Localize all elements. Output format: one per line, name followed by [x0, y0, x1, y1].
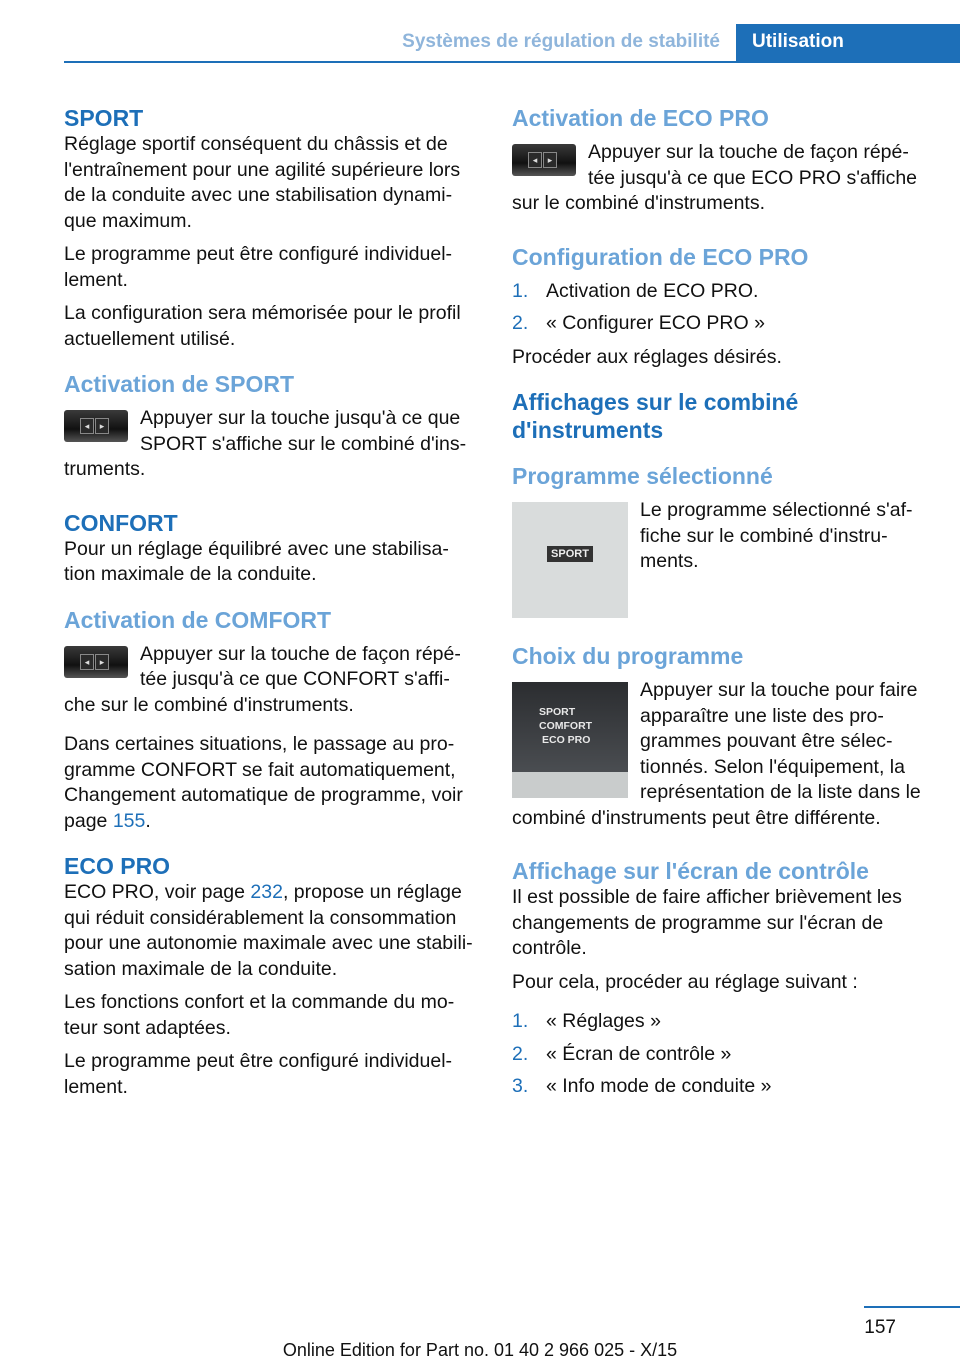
menu-item-eco-pro: ECO PRO — [542, 734, 591, 746]
sport-display-image — [512, 502, 628, 618]
heading-sport: SPORT — [64, 105, 144, 131]
header-section-title: Systèmes de régulation de stabilité — [402, 31, 720, 52]
paragraph: Il est possible de faire afficher brièvement les changements de programme sur l'écran de contrôle. — [512, 886, 902, 959]
heading-activation-eco-pro: Activation de ECO PRO — [512, 105, 769, 131]
page-header — [0, 0, 960, 62]
heading-eco-pro: ECO PRO — [64, 853, 171, 879]
heading-selected-program: Programme sélectionné — [512, 463, 773, 489]
list-item: 1. Activation de ECO PRO. — [512, 279, 759, 302]
paragraph: Appuyer sur la touche de façon répé-tée jusqu'à ce que ECO PRO s'affiche sur le combiné d'instruments. — [512, 141, 918, 214]
paragraph: Le programme sélectionné s'af-fiche sur le combiné d'instru-ments. — [640, 499, 913, 572]
page-link-155[interactable]: 155 — [112, 809, 146, 832]
paragraph: Procéder aux réglages désirés. — [512, 345, 782, 368]
page-link-232[interactable]: 232 — [250, 881, 283, 903]
list-item: 3. « Info mode de conduite » — [512, 1075, 772, 1097]
heading-activation-sport: Activation de SPORT — [64, 371, 295, 397]
paragraph: Appuyer sur la touche pour faire apparaître une liste des pro-grammes pouvant être sélec-tionnés. Selon l'équipement, la représentation de la liste dans le combiné d'instruments peut être différente. — [512, 679, 921, 829]
paragraph: La configuration sera mémorisée pour le profil actuellement utilisé. — [64, 302, 461, 350]
menu-item-comfort: COMFORT — [539, 720, 593, 732]
numbered-list — [512, 1009, 928, 1100]
heading-confort: CONFORT — [64, 509, 178, 536]
footer-rule — [864, 1306, 960, 1308]
list-item: 1. « Réglages » — [512, 1010, 661, 1032]
paragraph: Le programme peut être configuré individuel-lement. — [64, 1050, 453, 1098]
heading-activation-comfort: Activation de COMFORT — [64, 606, 332, 633]
paragraph: Les fonctions confort et la commande du mo-teur sont adaptées. — [64, 991, 455, 1039]
button-instruction — [64, 642, 478, 727]
paragraph: Pour un réglage équilibré avec une stabilisa-tion maximale de la conduite. — [64, 537, 449, 585]
button-instruction — [512, 140, 928, 225]
paragraph: Appuyer sur la touche jusqu'à ce que SPORT s'affiche sur le combiné d'ins-truments. — [64, 407, 467, 480]
driving-mode-button-icon: ◂ ▸ — [64, 646, 128, 678]
right-column — [512, 100, 928, 1108]
program-menu-image — [512, 682, 628, 798]
button-instruction — [64, 406, 478, 491]
sport-badge: SPORT — [547, 546, 593, 562]
list-item: 2. « Configurer ECO PRO » — [512, 312, 765, 334]
page-number: 157 — [864, 1317, 896, 1338]
paragraph: Réglage sportif conséquent du châssis et de l'entraînement pour une agilité supérieure lors de la conduite avec une stabilisation dynami-que maximum. — [64, 133, 461, 232]
edition-footer: Online Edition for Part no. 01 40 2 966 025 - X/15 — [282, 1340, 678, 1360]
driving-mode-button-icon: ◂ ▸ — [64, 410, 128, 442]
heading-program-choice: Choix du programme — [512, 643, 744, 669]
paragraph: Appuyer sur la touche de façon répé-tée jusqu'à ce que CONFORT s'affi-che sur le combiné d'instruments. — [64, 642, 461, 716]
menu-item-sport: SPORT — [539, 706, 576, 718]
display-instruction — [512, 678, 928, 839]
heading-control-display: Affichage sur l'écran de contrôle — [512, 858, 869, 884]
display-instruction — [512, 498, 928, 624]
paragraph: Pour cela, procéder au réglage suivant : — [512, 970, 858, 993]
header-rule — [64, 61, 960, 63]
left-column — [64, 100, 478, 1108]
list-item: 2. « Écran de contrôle » — [512, 1042, 732, 1065]
heading-displays: Affichages sur le combiné d'instruments — [512, 389, 799, 443]
header-chapter-tab[interactable]: Utilisation — [736, 24, 960, 62]
numbered-list — [512, 279, 928, 337]
driving-mode-button-icon: ◂ ▸ — [512, 144, 576, 176]
heading-configuration-eco-pro: Configuration de ECO PRO — [512, 243, 809, 270]
paragraph: Le programme peut être configuré individuel-lement. — [64, 243, 453, 291]
paragraph: ECO PRO, voir page 232, propose un réglage qui réduit considérablement la consommation pour une autonomie maximale avec une stabili-sation maximale de la conduite. — [64, 881, 473, 980]
paragraph: Dans certaines situations, le passage au pro-gramme CONFORT se fait automatiquement, Changement automatique de programme, voir page 155. — [64, 733, 463, 832]
